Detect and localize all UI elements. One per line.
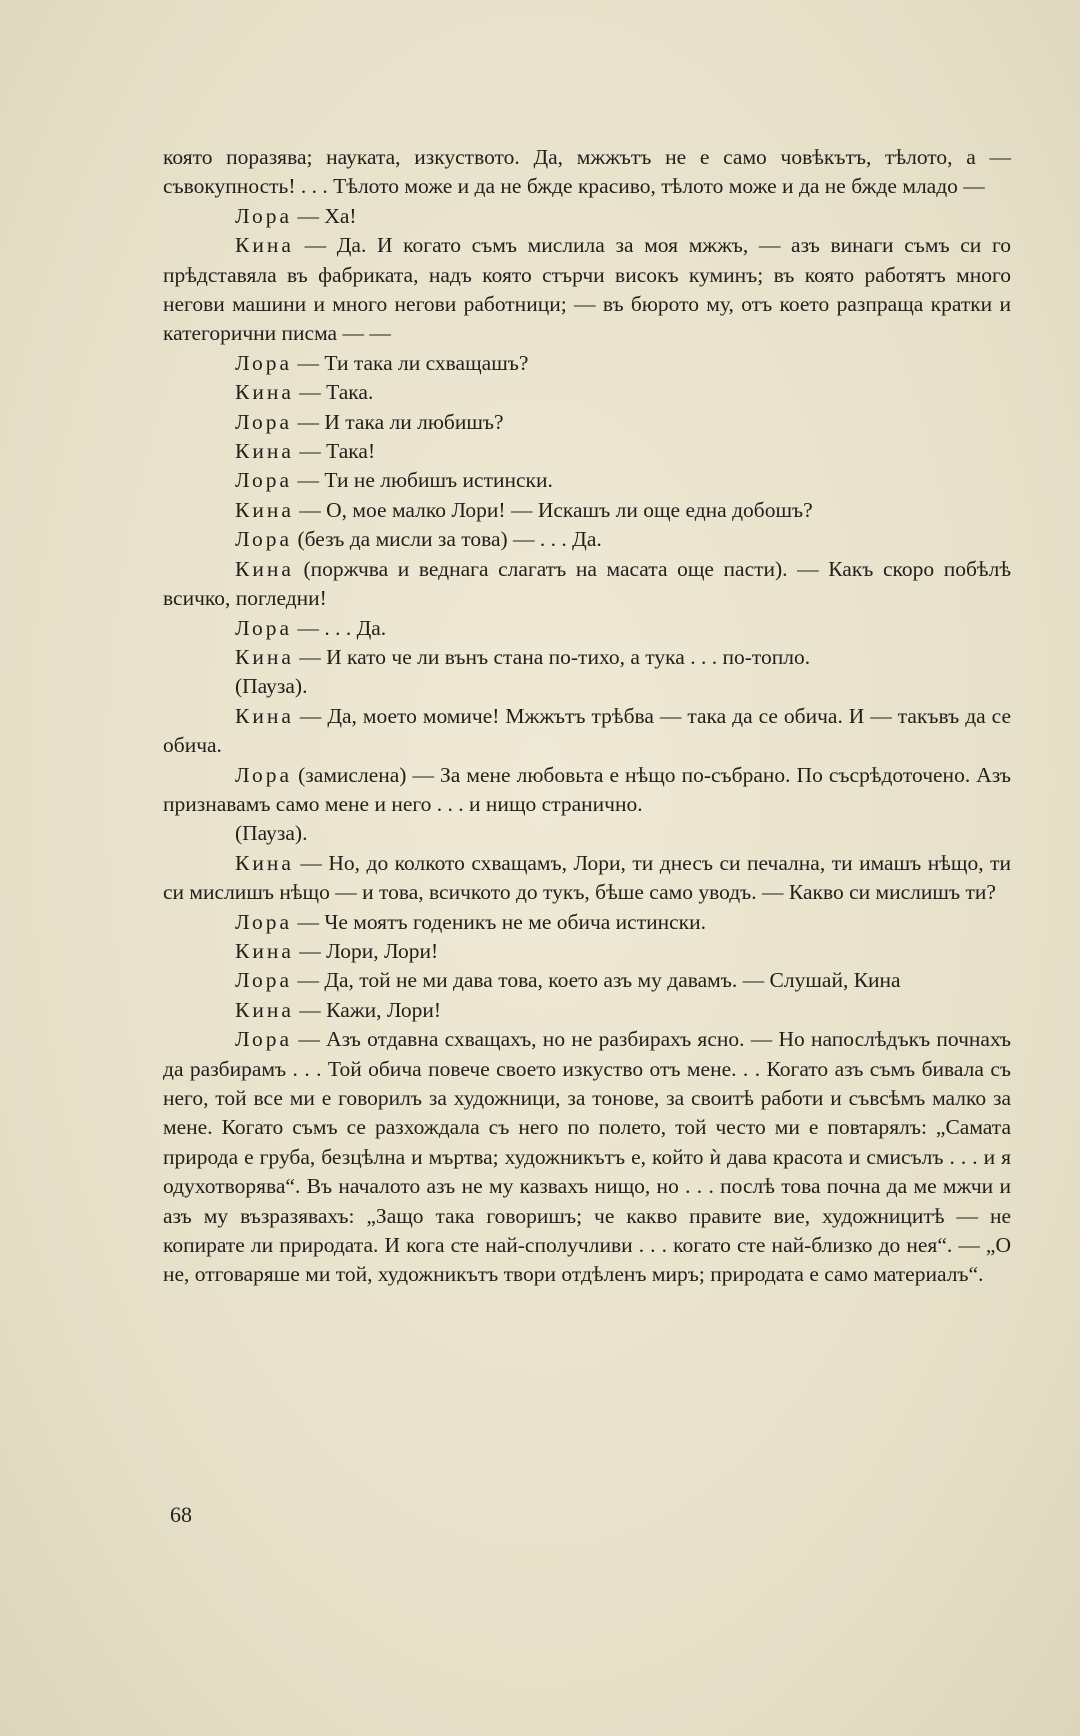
line-text: (Пауза).	[235, 821, 308, 846]
speaker: Кина	[235, 850, 294, 875]
dialogue-line	[163, 231, 1011, 349]
speaker: Кина	[235, 497, 294, 522]
line-text: (Пауза).	[235, 674, 308, 699]
dialogue-line	[163, 408, 1011, 437]
dialogue-line	[163, 202, 1011, 231]
dialogue-line	[163, 496, 1011, 525]
line-text: (безъ да мисли за това) — . . . Да.	[292, 527, 602, 552]
speaker: Кина	[235, 644, 294, 669]
line-text: — Ти не любишъ истински.	[292, 468, 553, 493]
line-text: — Лори, Лори!	[293, 938, 439, 963]
line-text: — Да, той не ми дава това, което азъ му давамъ. — Слушай, Кина	[292, 968, 901, 993]
line-text: — Че моятъ годеникъ не ме обича истински.	[292, 909, 707, 934]
dialogue-line	[163, 378, 1011, 407]
line-text: — Ти така ли схващашъ?	[292, 350, 529, 375]
page-body	[163, 143, 1011, 1290]
dialogue-line	[163, 937, 1011, 966]
speaker: Кина	[235, 556, 294, 581]
line-text: — Азъ отдавна схващахъ, но не разбирахъ ясно. — Но напослѣдъкъ почнахъ да разбирамъ . . . Той обича повече своето изкуство отъ мене. . . Когато азъ съмъ бивала съ него, той все ми е говорилъ за художници, за тонове, за своитѣ работи и съвсѣмъ малко за мене. Когато съмъ се разхождала съ него по полето, той често ми е повтарялъ: „Самата природа е груба, безцѣлна и мъртва; художникътъ е, който ѝ дава красота и смисълъ . . . и я одухотворява“. Въ началото азъ не му казвахъ нищо, но . . . послѣ това почна да ме мжчи и азъ му възразявахъ: „Защо така говоришъ; че какво правите вие, художницитѣ — не копирате ли природата. И кога сте най-сполучливи . . . когато сте най-близко до нея“. — „О не, отговаряше ми той, художникътъ твори отдѣленъ миръ; природата е само материалъ“.	[163, 1027, 1011, 1287]
opening-paragraph: която поразява; науката, изкуството. Да, мжжътъ не е само човѣкътъ, тѣлото, а — съвокупность! . . . Тѣлото може и да не бжде красиво, тѣлото може и да не бжде младо —	[163, 145, 1011, 199]
dialogue-line	[163, 466, 1011, 495]
dialogue-line	[163, 761, 1011, 820]
speaker: Лора	[235, 203, 293, 228]
speaker: Кина	[235, 439, 294, 464]
speaker: Лора	[235, 409, 293, 434]
line-text: — И така ли любишъ?	[292, 409, 504, 434]
speaker: Лора	[235, 762, 293, 787]
dialogue-line	[163, 1025, 1011, 1290]
line-text: — Но, до колкото схващамъ, Лори, ти днесъ си печална, ти имашъ нѣщо, ти си мислишъ нѣщо — и това, всичкото до тукъ, бѣше само уводъ. — Какво си мислишъ ти?	[163, 850, 1011, 905]
speaker: Лора	[235, 527, 293, 552]
speaker: Лора	[235, 909, 293, 934]
dialogue-line	[163, 966, 1011, 995]
line-text: (поржчва и веднага слагатъ на масата още пасти). — Какъ скоро побѣлѣ всичко, погледни!	[163, 556, 1011, 611]
speaker: Кина	[235, 703, 294, 728]
stage-direction	[163, 819, 1011, 848]
speaker: Лора	[235, 1027, 293, 1052]
dialogue-line	[163, 702, 1011, 761]
line-text: — Ха!	[292, 203, 357, 228]
dialogue-line	[163, 349, 1011, 378]
line-text: — Така!	[293, 439, 376, 464]
speaker: Кина	[235, 997, 294, 1022]
dialogue-line	[163, 996, 1011, 1025]
line-text: — Да, моето момиче! Мжжътъ трѣбва — така да се обича. И — такъвъ да се обича.	[163, 703, 1011, 758]
speaker: Лора	[235, 350, 293, 375]
line-text: — . . . Да.	[292, 615, 387, 640]
stage-direction	[163, 672, 1011, 701]
speaker: Лора	[235, 615, 293, 640]
line-text: — Кажи, Лори!	[293, 997, 442, 1022]
dialogue-line	[163, 555, 1011, 614]
speaker: Лора	[235, 468, 293, 493]
line-text: — Да. И когато съмъ мислила за моя мжжъ, — азъ винаги съмъ си го прѣдставяла въ фабриката, надъ която стърчи високъ куминъ; въ която работятъ много негови машини и много негови работници; — въ бюрото му, отъ което разпраща кратки и категорични писма — —	[163, 233, 1011, 346]
dialogue-line	[163, 643, 1011, 672]
dialogue-line	[163, 849, 1011, 908]
dialogue-line	[163, 614, 1011, 643]
page-number: 68	[170, 1502, 192, 1527]
line-text: — Така.	[293, 380, 374, 405]
line-text: (замислена) — За мене любовьта е нѣщо по-събрано. По съсрѣдоточено. Азъ признавамъ само мене и него . . . и нищо странично.	[163, 762, 1011, 816]
dialogue-line	[163, 908, 1011, 937]
speaker: Кина	[235, 938, 294, 963]
line-text: — И като че ли вънъ стана по-тихо, а тука . . . по-топло.	[293, 644, 811, 669]
dialogue-line	[163, 437, 1011, 466]
dialogue-line	[163, 525, 1011, 554]
speaker: Кина	[235, 380, 294, 405]
speaker: Кина	[235, 233, 294, 258]
speaker: Лора	[235, 968, 293, 993]
line-text: — О, мое малко Лори! — Искашъ ли още една добошъ?	[293, 497, 813, 522]
